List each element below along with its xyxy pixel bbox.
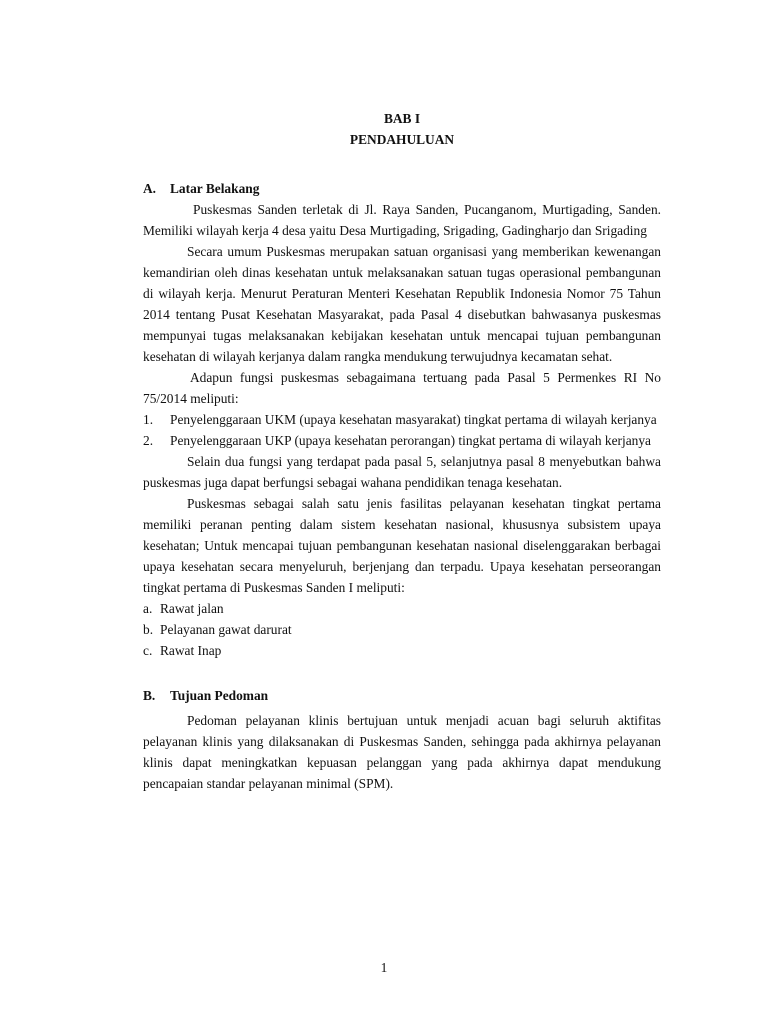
section-b-title: Tujuan Pedoman [170, 688, 269, 703]
document-body [143, 108, 661, 794]
section-b-label: B. [143, 688, 156, 703]
list-item-letter: a. [143, 601, 153, 616]
section-a-title: Latar Belakang [170, 181, 260, 196]
list-item-letter: c. [143, 643, 153, 658]
chapter-number: BAB I [383, 111, 421, 126]
paragraph-general: Secara umum Puskesmas merupakan satuan organisasi yang memberikan kewenangan kemandirian oleh dinas kesehatan untuk melaksanakan satuan tugas operasional pembangunan di wilayah kerja. Menurut Peraturan Menteri Kesehatan Republik Indonesia Nomor 75 Tahun 2014 tentang Pusat Kesehatan Masyarakat, pada Pasal 4 disebutkan bahwasanya puskesmas mempunyai tugas melaksanakan kebijakan kesehatan untuk mencapai tujuan pembangunan kesehatan di wilayah kerjanya dalam rangka mendukung terwujudnya kecamatan sehat. [143, 244, 661, 364]
list-item-text: Rawat Inap [160, 643, 222, 658]
list-item-letter: b. [143, 622, 154, 637]
paragraph-location: Puskesmas Sanden terletak di Jl. Raya Sanden, Pucanganom, Murtigading, Sanden. Memiliki wilayah kerja 4 desa yaitu Desa Murtigading, Srigading, Gadingharjo dan Srigading [143, 202, 661, 238]
list-item [143, 409, 661, 430]
list-item-text: Rawat jalan [160, 601, 224, 616]
list-item [143, 640, 661, 661]
list-item-number: 1. [143, 412, 154, 427]
paragraph-services: Puskesmas sebagai salah satu jenis fasilitas pelayanan kesehatan tingkat pertama memiliki peranan penting dalam sistem kesehatan nasional, khususnya subsistem upaya kesehatan; Untuk mencapai tujuan pembangunan kesehatan nasional diselenggarakan berbagai upaya kesehatan secara menyeluruh, berjenjang dan terpadu. Upaya kesehatan perseorangan tingkat pertama di Puskesmas Sanden I meliputi: [143, 496, 661, 595]
list-item [143, 598, 661, 619]
section-b-heading [143, 685, 661, 706]
list-item [143, 619, 661, 640]
list-item-text: Pelayanan gawat darurat [160, 622, 292, 637]
chapter-title: PENDAHULUAN [349, 132, 455, 147]
page-number: 1 [380, 960, 388, 975]
paragraph-education-function: Selain dua fungsi yang terdapat pada pasal 5, selanjutnya pasal 8 menyebutkan bahwa puskesmas juga dapat berfungsi sebagai wahana pendidikan tenaga kesehatan. [143, 454, 661, 490]
list-item-text: Penyelenggaraan UKM (upaya kesehatan masyarakat) tingkat pertama di wilayah kerjanya [170, 412, 657, 427]
paragraph-guideline-purpose: Pedoman pelayanan klinis bertujuan untuk menjadi acuan bagi seluruh aktifitas pelayanan klinis yang dilaksanakan di Puskesmas Sanden, sehingga pada akhirnya pelayanan klinis dapat meningkatkan kepuasan pelanggan yang pada akhirnya dapat mendukung pencapaian standar pelayanan minimal (SPM). [143, 713, 661, 791]
section-a-heading [143, 178, 661, 199]
section-a-label: A. [143, 181, 157, 196]
list-item [143, 430, 661, 451]
list-item-number: 2. [143, 433, 154, 448]
list-item-text: Penyelenggaraan UKP (upaya kesehatan perorangan) tingkat pertama di wilayah kerjanya [170, 433, 651, 448]
paragraph-functions-intro: Adapun fungsi puskesmas sebagaimana tertuang pada Pasal 5 Permenkes RI No 75/2014 meliputi: [143, 370, 661, 406]
